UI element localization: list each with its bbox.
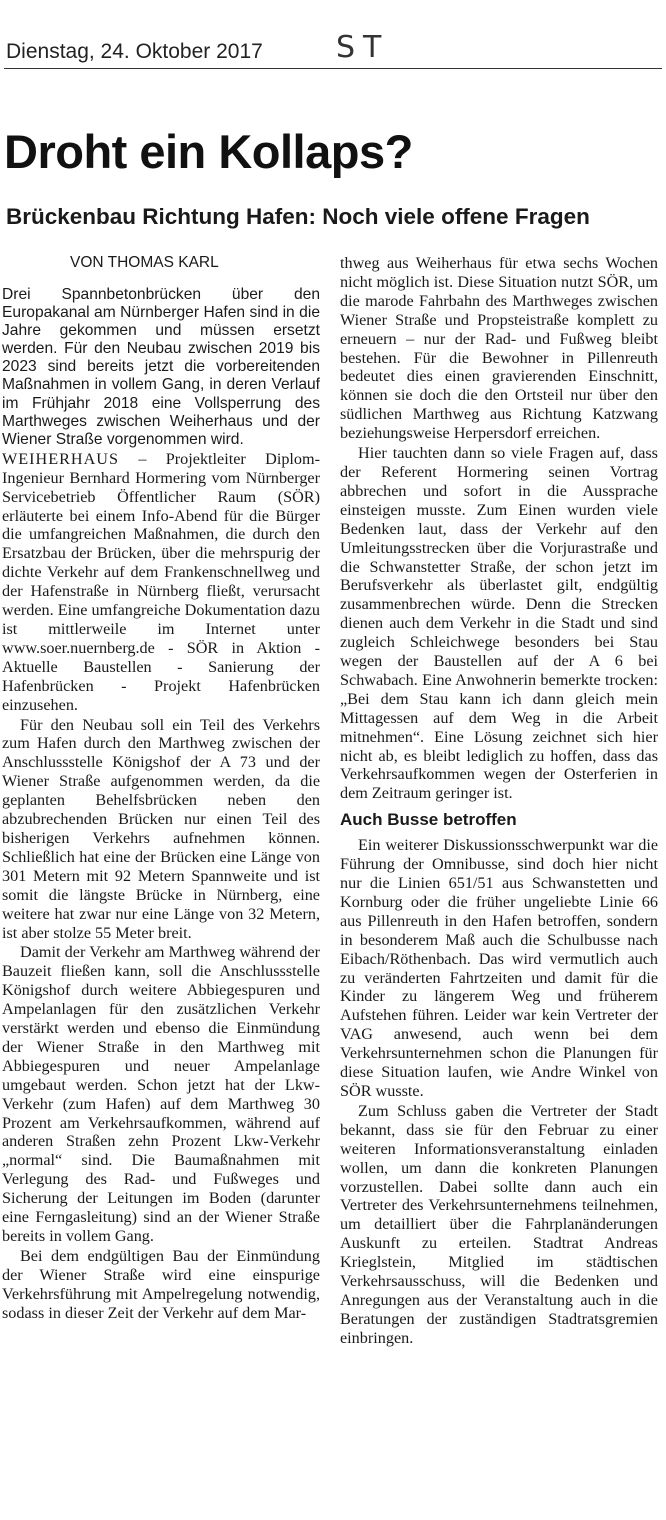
right-column xyxy=(340,254,658,1348)
handwritten-note: ST xyxy=(336,30,390,65)
paragraph-1-text: – Projektleiter Diplom-Ingenieur Bernhard Hormering vom Nürnberger Servicebetrieb Öffentlicher Raum (SÖR) erläuterte bei einem Info-Abend für die Bürger die umfangreichen Maßnahmen, die durch den Ersatzbau der Brücken, über die mehrspurig der dichte Verkehr auf dem Frankenschnellweg und der Hafenstraße in Nürnberg fließt, verursacht werden. Eine umfangreiche Dokumentation dazu ist mittlerweile im Internet unter www.soer.nuernberg.de - SÖR in Aktion - Aktuelle Baustellen - Sanierung der Hafenbrücken - Projekt Hafenbrücken einzusehen. xyxy=(2,449,320,714)
left-column xyxy=(2,254,320,1323)
paragraph-7: Ein weiterer Diskussionsschwerpunkt war die Führung der Omnibusse, sind doch hier nicht nur die Linien 651/51 aus Schwanstetten und Kornburg oder die früher ungeliebte Linie 66 aus Pillenreuth in den Hafen betroffen, sondern in besonderem Maß auch die Schulbusse nach Eibach/Röthenbach. Das wird vermutlich auch zu veränderten Fahrtzeiten und damit für die Kinder zu längerem Weg und früherem Aufstehen führen. Leider war kein Vertreter der VAG anwesend, auch wenn bei dem Verkehrsunternehmen schon die Planungen für diese Situation laufen, wie Andre Winkel von SÖR wusste. xyxy=(340,836,658,1100)
dateline: Dienstag, 24. Oktober 2017 xyxy=(6,40,263,63)
teaser: Drei Spannbetonbrücken über den Europakanal am Nürnberger Hafen sind in die Jahre gekommen und müssen ersetzt werden. Für den Neubau zwischen 2019 bis 2023 sind bereits jetzt die vorbereitenden Maßnahmen in vollem Gang, in deren Verlauf im Frühjahr 2018 eine Vollsperrung des Marthweges zwischen Weiherhaus und der Wiener Straße vorgenommen wird. xyxy=(2,286,320,448)
headline: Droht ein Kollaps? xyxy=(4,125,413,178)
crosshead: Auch Busse betroffen xyxy=(340,810,517,830)
byline: VON THOMAS KARL xyxy=(70,254,219,271)
paragraph-1 xyxy=(2,450,320,715)
paragraph-6: Hier tauchten dann so viele Fragen auf, dass der Referent Hormering seinen Vortrag abbrechen und sofort in die Aussprache einsteigen musste. Zum Einen wurden viele Bedenken laut, dass der Verkehr auf den Umleitungsstrecken über die Vorjurastraße und die Schwanstetter Straße, der schon jetzt im Berufsverkehr als überlastet gilt, endgültig zusammenbrechen würde. Denn die Strecken dienen auch dem Verkehr in die Stadt und sind zugleich Schleichwege besonders bei Stau wegen der Baustellen auf der A 6 bei Schwabach. Eine Anwohnerin bemerkte trocken: „Bei dem Stau kann ich dann gleich mein Mittagessen auf dem Weg in die Arbeit mitnehmen“. Eine Lösung zeichnet sich hier nicht ab, es bleibt lediglich zu hoffen, dass das Verkehrsaufkommen wegen der Osterferien in dem Zeitraum geringer ist. xyxy=(340,444,658,803)
subheadline: Brückenbau Richtung Hafen: Noch viele offene Fragen xyxy=(6,204,590,229)
paragraph-8: Zum Schluss gaben die Vertreter der Stadt bekannt, dass sie für den Februar zu einer weiteren Informationsveranstaltung einladen wollen, um dann die konkreten Planungen vorzustellen. Dabei sollte dann auch ein Vertreter des Verkehrsunternehmens teilnehmen, um detailliert über die Fahrplanänderungen Auskunft zu erteilen. Stadtrat Andreas Krieglstein, Mitglied im städtischen Verkehrsausschuss, will die Bedenken und Anregungen aus der Veranstaltung auch in die Beratungen der zuständigen Stadtratsgremien einbringen. xyxy=(340,1101,658,1347)
paragraph-2: Für den Neubau soll ein Teil des Verkehrs zum Hafen durch den Marthweg zwischen der Anschlussstelle Königshof der A 73 und der Wiener Straße aufgenommen werden, da die geplanten Behelfsbrücken neben den abzubrechenden Brücken nur einen Teil des bisherigen Verkehrs aufnehmen können. Schließlich hat eine der Brücken eine Länge von 301 Metern mit 92 Metern Spannweite und ist somit die längste Brücke in Nürnberg, eine weitere hat zwar nur eine Länge von 32 Metern, ist aber stolze 55 Meter breit. xyxy=(2,715,320,942)
paragraph-5: thweg aus Weiherhaus für etwa sechs Wochen nicht möglich ist. Diese Situation nutzt SÖR, um die marode Fahrbahn des Marthweges zwischen Wiener Straße und Propsteistraße komplett zu erneuern – nur der Rad- und Fußweg bleibt bestehen. Für die Bewohner in Pillenreuth bedeutet dies einen gravierenden Einschnitt, können sie doch die den Ortsteil nur über den südlichen Marthweg aus Richtung Katzwang beziehungsweise Herpersdorf erreichen. xyxy=(340,254,658,443)
paragraph-4: Bei dem endgültigen Bau der Einmündung der Wiener Straße wird eine einspurige Verkehrsführung mit Ampelregelung notwendig, sodass in dieser Zeit der Verkehr auf dem Mar- xyxy=(2,1246,320,1322)
paragraph-3: Damit der Verkehr am Marthweg während der Bauzeit fließen kann, soll die Anschlussstelle Königshof durch weitere Abbiegespuren und Ampelanlagen für den zusätzlichen Verkehr verstärkt werden und ebenso die Einmündung der Wiener Straße in den Marthweg mit Abbiegespuren und neuer Ampelanlage umgebaut werden. Schon jetzt hat der Lkw-Verkehr (zum Hafen) auf dem Marthweg 30 Prozent am Verkehrsaufkommen, während auf anderen Straßen zehn Prozent Lkw-Verkehr „normal“ sind. Die Baumaßnahmen mit Verlegung des Rad- und Fußweges und Sicherung der Leitungen im Boden (darunter eine Ferngasleitung) sind an der Wiener Straße bereits in vollem Gang. xyxy=(2,943,320,1245)
header-rule xyxy=(4,68,662,69)
dateline-place: WEIHERHAUS xyxy=(2,449,120,468)
